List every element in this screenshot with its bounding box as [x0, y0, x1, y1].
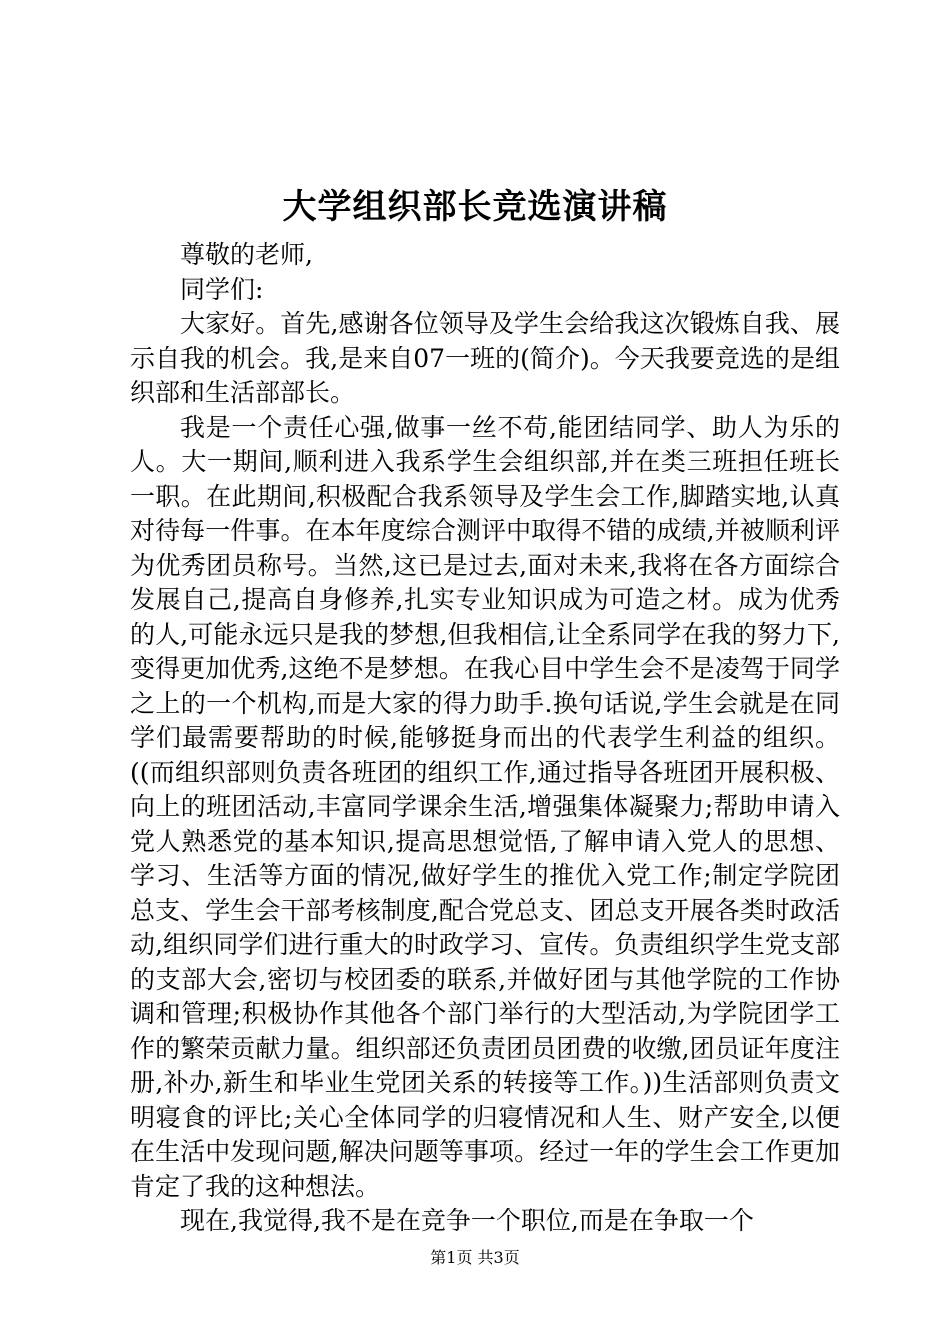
- body-paragraph: 现在,我觉得,我不是在竞争一个职位,而是在争取一个: [180, 1206, 754, 1235]
- salutation-line: 同学们:: [180, 274, 264, 304]
- body-paragraph: 我是一个责任心强,做事一丝不苟,能团结同学、助人为乐的人。大一期间,顺利进入我系学生会组织部,并在类三班担任班长一职。在此期间,积极配合我系领导及学生会工作,脚踏实地,认真对待每一件事。在本年度综合测评中取得不错的成绩,并被顺利评为优秀团员称号。当然,这已是过去,面对未来,我将在各方面综合发展自己,提高自身修养,扎实专业知识成为可造之材。成为优秀的人,可能永远只是我的梦想,但我相信,让全系同学在我的努力下,变得更加优秀,这绝不是梦想。在我心目中学生会不是凌驾于同学之上的一个机构,而是大家的得力助手.换句话说,学生会就是在同学们最需要帮助的时候,能够挺身而出的代表学生利益的组织。((而组织部则负责各班团的组织工作,通过指导各班团开展积极、向上的班团活动,丰富同学课余生活,增强集体凝聚力;帮助申请入党人熟悉党的基本知识,提高思想觉悟,了解申请入党人的思想、学习、生活等方面的情况,做好学生的推优入党工作;制定学院团总支、学生会干部考核制度,配合党总支、团总支开展各类时政活动,组织同学们进行重大的时政学习、宣传。负责组织学生党支部的支部大会,密切与校团委的联系,并做好团与其他学院的工作协调和管理;积极协作其他各个部门举行的大型活动,为学院团学工作的繁荣贡献力量。组织部还负责团员团费的收缴,团员证年度注册,补办,新生和毕业生党团关系的转接等工作。))生活部则负责文明寝食的评比;关心全体同学的归寝情况和人生、财产安全,以便在生活中发现问题,解决问题等事项。经过一年的学生会工作更加肯定了我的这种想法。: [130, 412, 840, 1201]
- document-title: 大学组织部长竞选演讲稿: [282, 187, 668, 227]
- page-footer: 第1页 共3页: [430, 1248, 520, 1267]
- body-paragraph: 大家好。首先,感谢各位领导及学生会给我这次锻炼自我、展示自我的机会。我,是来自07一班的(简介)。今天我要竞选的是组织部和生活部部长。: [130, 309, 840, 407]
- document-body: [130, 238, 840, 1239]
- salutation-line: 尊敬的老师,: [180, 240, 313, 269]
